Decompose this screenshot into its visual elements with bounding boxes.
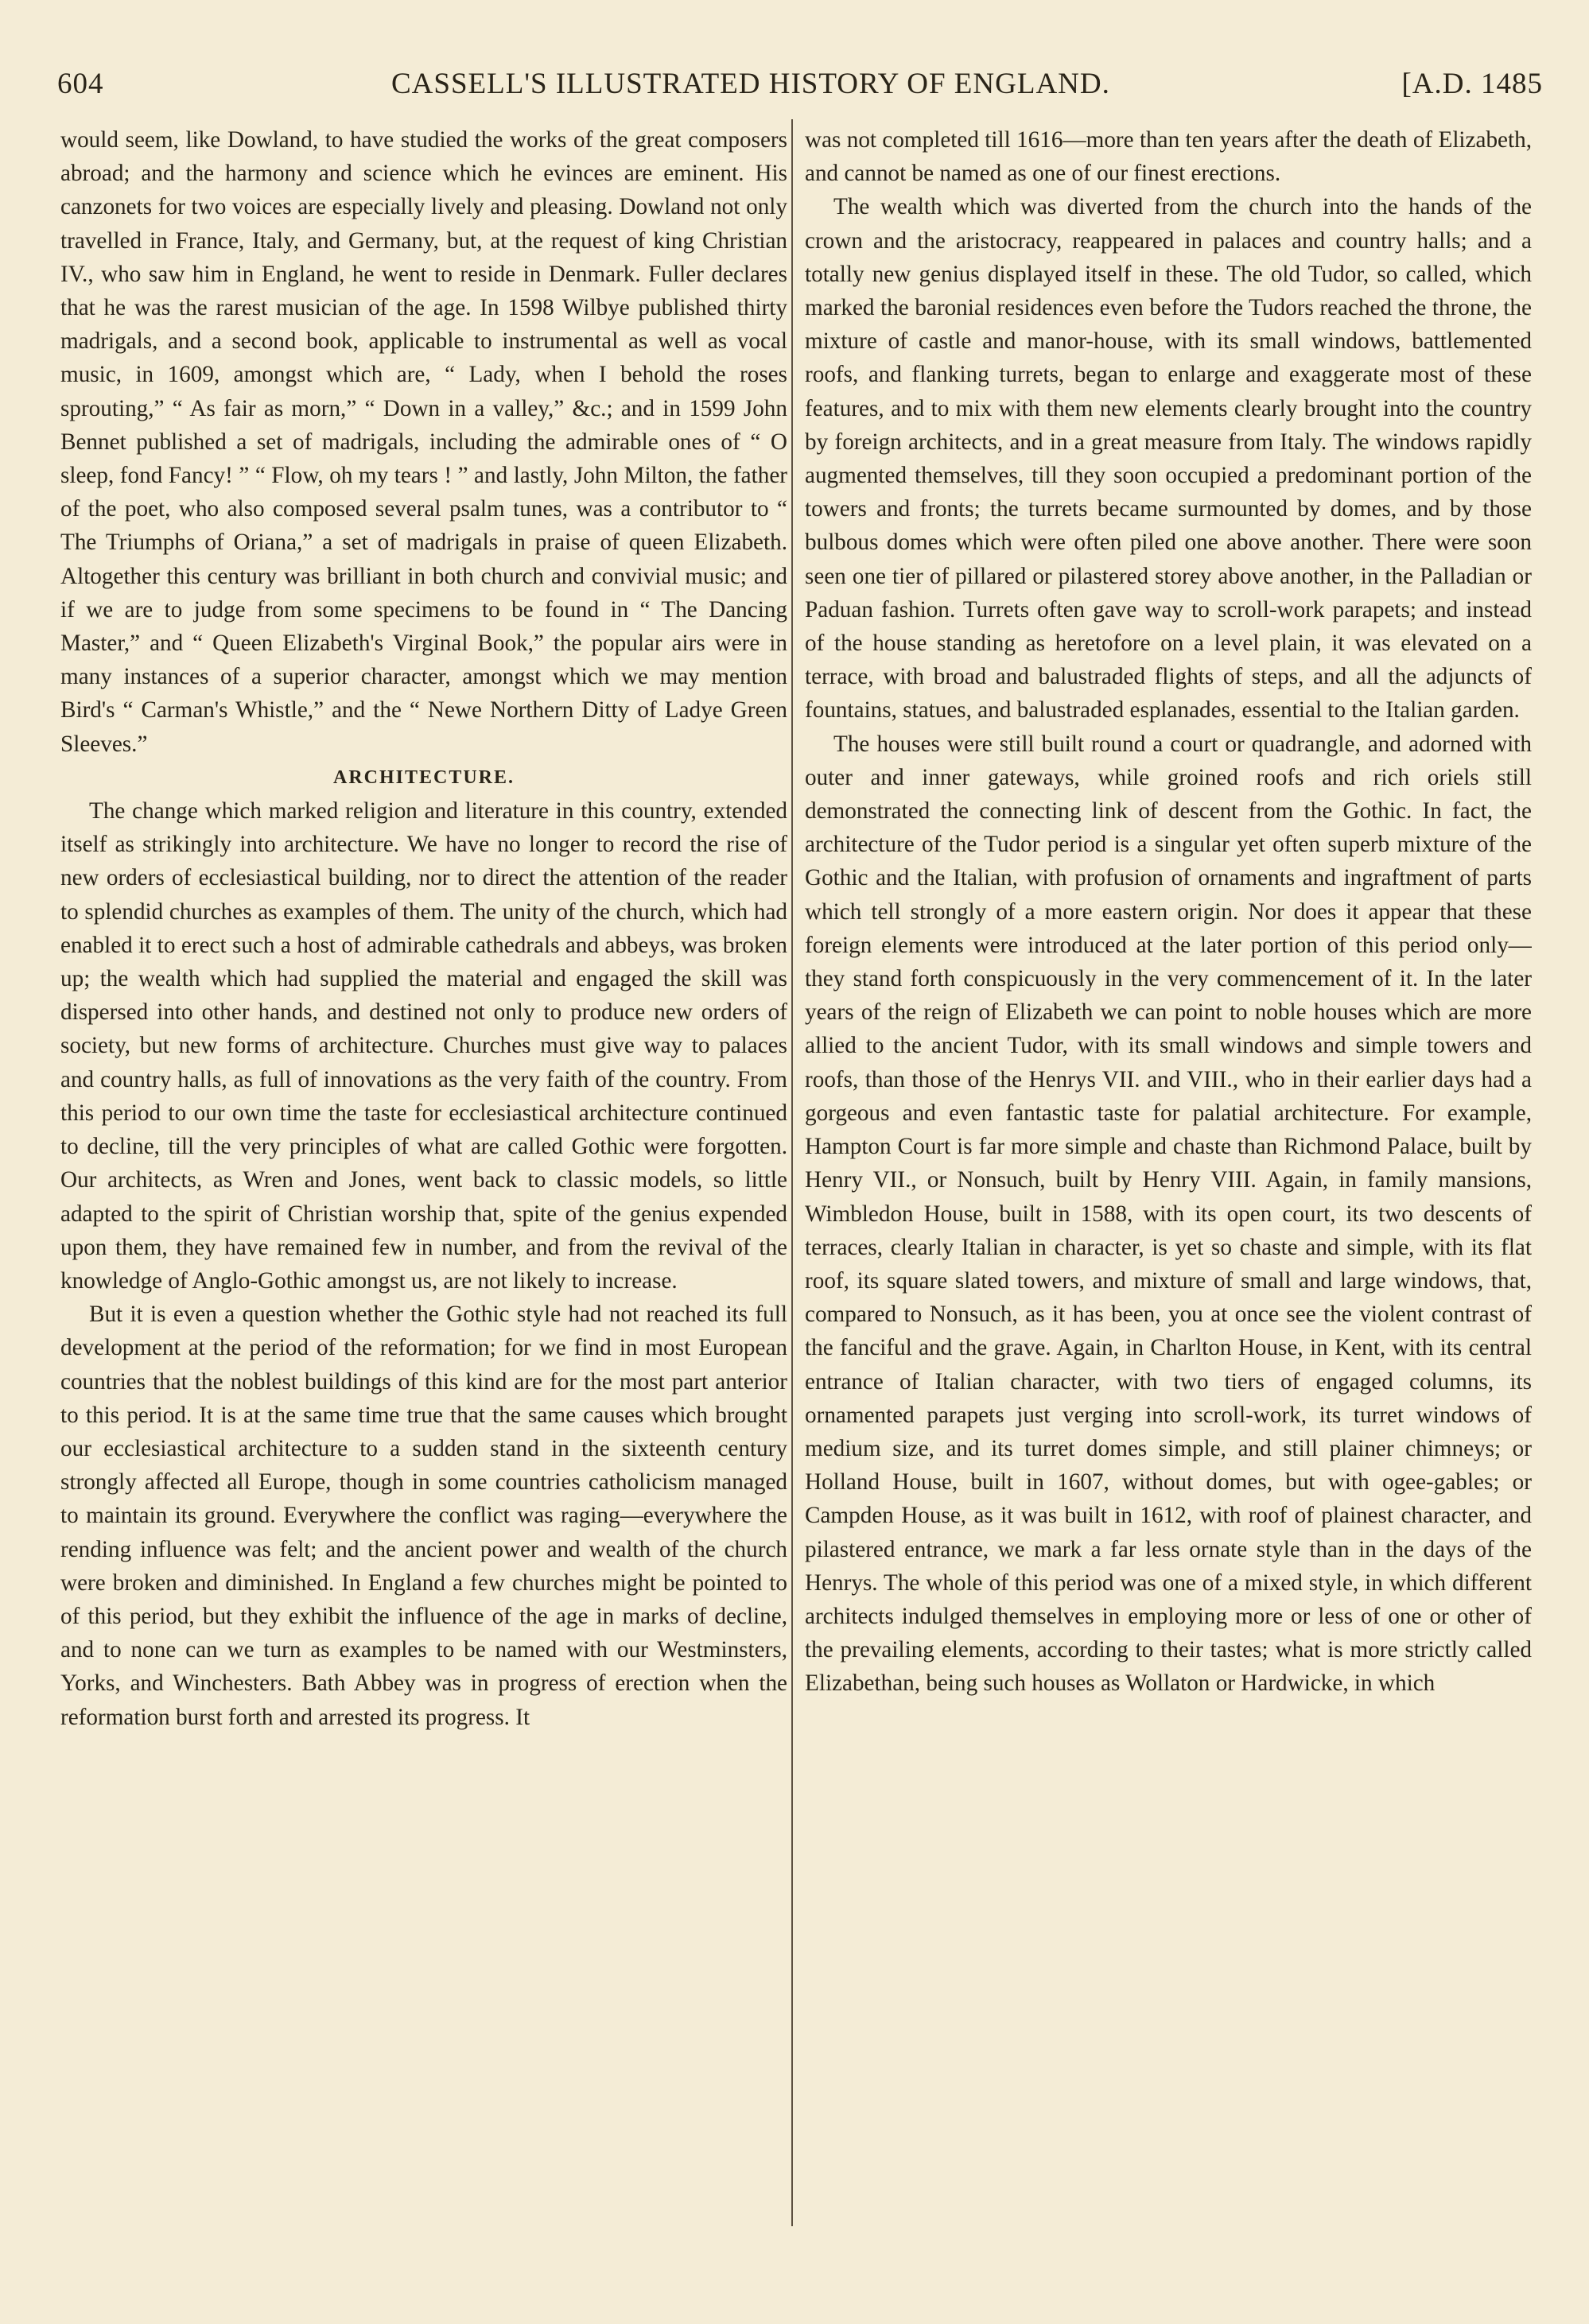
right-paragraph-3: The houses were still built round a court or quadrangle, and adorned with outer and inner gateways, while groined roofs and rich oriels still demonstrated the connecting link of descent from the Gothic. In fact, the architecture of the Tudor period is a singular yet often superb mixture of the Gothic and the Italian, with profusion of ornaments and ingraftment of parts which tell strongly of a more eastern origin. Nor does it appear that these foreign elements were introduced at the later portion of this period only—they stand forth conspicuously in the very commencement of it. In the later years of the reign of Elizabeth we can point to noble houses which are more allied to the ancient Tudor, with its small windows and simple towers and roofs, than those of the Henrys VII. and VIII., who in their earlier days had a gorgeous and even fantastic taste for palatial architecture. For example, Hampton Court is far more simple and chaste than Richmond Palace, built by Henry VII., or Nonsuch, built by Henry VIII. Again, in family mansions, Wimbledon House, built in 1588, with its open court, its two descents of terraces, clearly Italian in character, is yet so chaste and simple, with its flat roof, its square slated towers, and mixture of small and large windows, that, compared to Nonsuch, as it has been, you at once see the violent contrast of the fanciful and the grave. Again, in Charlton House, in Kent, with its central entrance of Italian character, with two tiers of engaged columns, its ornamented parapets just verging into scroll-work, its turret windows of medium size, and its turret domes simple, and still plainer chimneys; or Holland House, built in 1607, without domes, but with ogee-gables; or Campden House, as it was built in 1612, with roof of plainest character, and pilastered entrance, we mark a far less ornate style than in the days of the Henrys. The whole of this period was one of a mixed style, in which different architects indulged themselves in employing more or less of one or other of the prevailing elements, according to their tastes; what is more strictly called Elizabethan, being such houses as Wollaton or Hardwicke, in which xyxy=(805,731,1532,1697)
page-number: 604 xyxy=(57,68,104,100)
section-heading-architecture: ARCHITECTURE. xyxy=(332,766,515,788)
left-paragraph-3: But it is even a question whether the Gothic style had not reached its full development at the period of the reformation; for we find in most European countries that the noblest buildings of this kind are for the most part anterior to this period. It is at the same time true that the same causes which brought our ecclesiastical architecture to a sudden stand in the sixteenth century strongly affected all Europe, though in some countries catholicism managed to maintain its ground. Everywhere the conflict was raging—everywhere the rending influence was felt; and the ancient power and wealth of the church were broken and diminished. In England a few churches might be pointed to of this period, but they exhibit the influence of the age in marks of decline, and to none can we turn as examples to be named with our Westminsters, Yorks, and Winchesters. Bath Abbey was in progress of erection when the reformation burst forth and arrested its progress. It xyxy=(60,1302,787,1730)
running-title: CASSELL'S ILLUSTRATED HISTORY OF ENGLAND. xyxy=(391,68,1110,100)
page-header xyxy=(57,62,1543,110)
right-paragraph-2: The wealth which was diverted from the church into the hands of the crown and the aristocracy, reappeared in palaces and country halls; and a totally new genius displayed itself in these. The old Tudor, so called, which marked the baronial residences even before the Tudors reached the throne, the mixture of castle and manor-house, with its small windows, battlemented roofs, and flanking turrets, began to enlarge and exaggerate most of these features, and to mix with them new elements clearly brought into the country by foreign architects, and in a great measure from Italy. The windows rapidly augmented themselves, till they soon occupied a predominant portion of the towers and fronts; the turrets became surmounted by domes, and by those bulbous domes which were often piled one above another. There were soon seen one tier of pillared or pilastered storey above another, in the Palladian or Paduan fashion. Turrets often gave way to scroll-work parapets; and instead of the house standing as heretofore on a level plain, it was elevated on a terrace, with broad and balustraded flights of steps, and all the adjuncts of fountains, statues, and balustraded esplanades, essential to the Italian garden. xyxy=(805,194,1532,724)
left-paragraph-2: The change which marked religion and literature in this country, extended itself as strikingly into architecture. We have no longer to record the rise of new orders of ecclesiastical building, nor to direct the attention of the reader to splendid churches as examples of them. The unity of the church, which had enabled it to erect such a host of admirable cathedrals and abbeys, was broken up; the wealth which had supplied the material and engaged the skill was dispersed into other hands, and destined not only to produce new orders of society, but new forms of architecture. Churches must give way to palaces and country halls, as full of innovations as the very faith of the country. From this period to our own time the taste for ecclesiastical architecture continued to decline, till the very principles of what are called Gothic were forgotten. Our architects, as Wren and Jones, went back to classic models, so little adapted to the spirit of Christian worship that, spite of the genius expended upon them, they have remained few in number, and from the revival of the knowledge of Anglo-Gothic amongst us, are not likely to increase. xyxy=(60,798,787,1294)
left-column xyxy=(60,123,787,2230)
date-reference: [A.D. 1485 xyxy=(1401,68,1543,100)
right-column xyxy=(805,123,1532,2230)
column-divider xyxy=(791,119,793,2226)
left-paragraph-1: would seem, like Dowland, to have studied the works of the great composers abroad; and the harmony and science which he evinces are eminent. His canzonets for two voices are especially lively and pleasing. Dowland not only travelled in France, Italy, and Germany, but, at the request of king Christian IV., who saw him in England, he went to reside in Denmark. Fuller declares that he was the rarest musician of the age. In 1598 Wilbye published thirty madrigals, and a second book, applicable to instrumental as well as vocal music, in 1609, amongst which are, “ Lady, when I behold the roses sprouting,” “ As fair as morn,” “ Down in a valley,” &c.; and in 1599 John Bennet published a set of madrigals, including the admirable ones of “ O sleep, fond Fancy! ” “ Flow, oh my tears ! ” and lastly, John Milton, the father of the poet, who also composed several psalm tunes, was a contributor to “ The Triumphs of Oriana,” a set of madrigals in praise of queen Elizabeth. Altogether this century was brilliant in both church and convivial music; and if we are to judge from some specimens to be found in “ The Dancing Master,” and “ Queen Elizabeth's Virginal Book,” the popular airs were in many instances of a superior character, amongst which we may mention Bird's “ Carman's Whistle,” and the “ Newe Northern Ditty of Ladye Green Sleeves.” xyxy=(60,127,787,757)
right-paragraph-1: was not completed till 1616—more than ten years after the death of Elizabeth, and cannot be named as one of our finest erections. xyxy=(805,127,1532,187)
